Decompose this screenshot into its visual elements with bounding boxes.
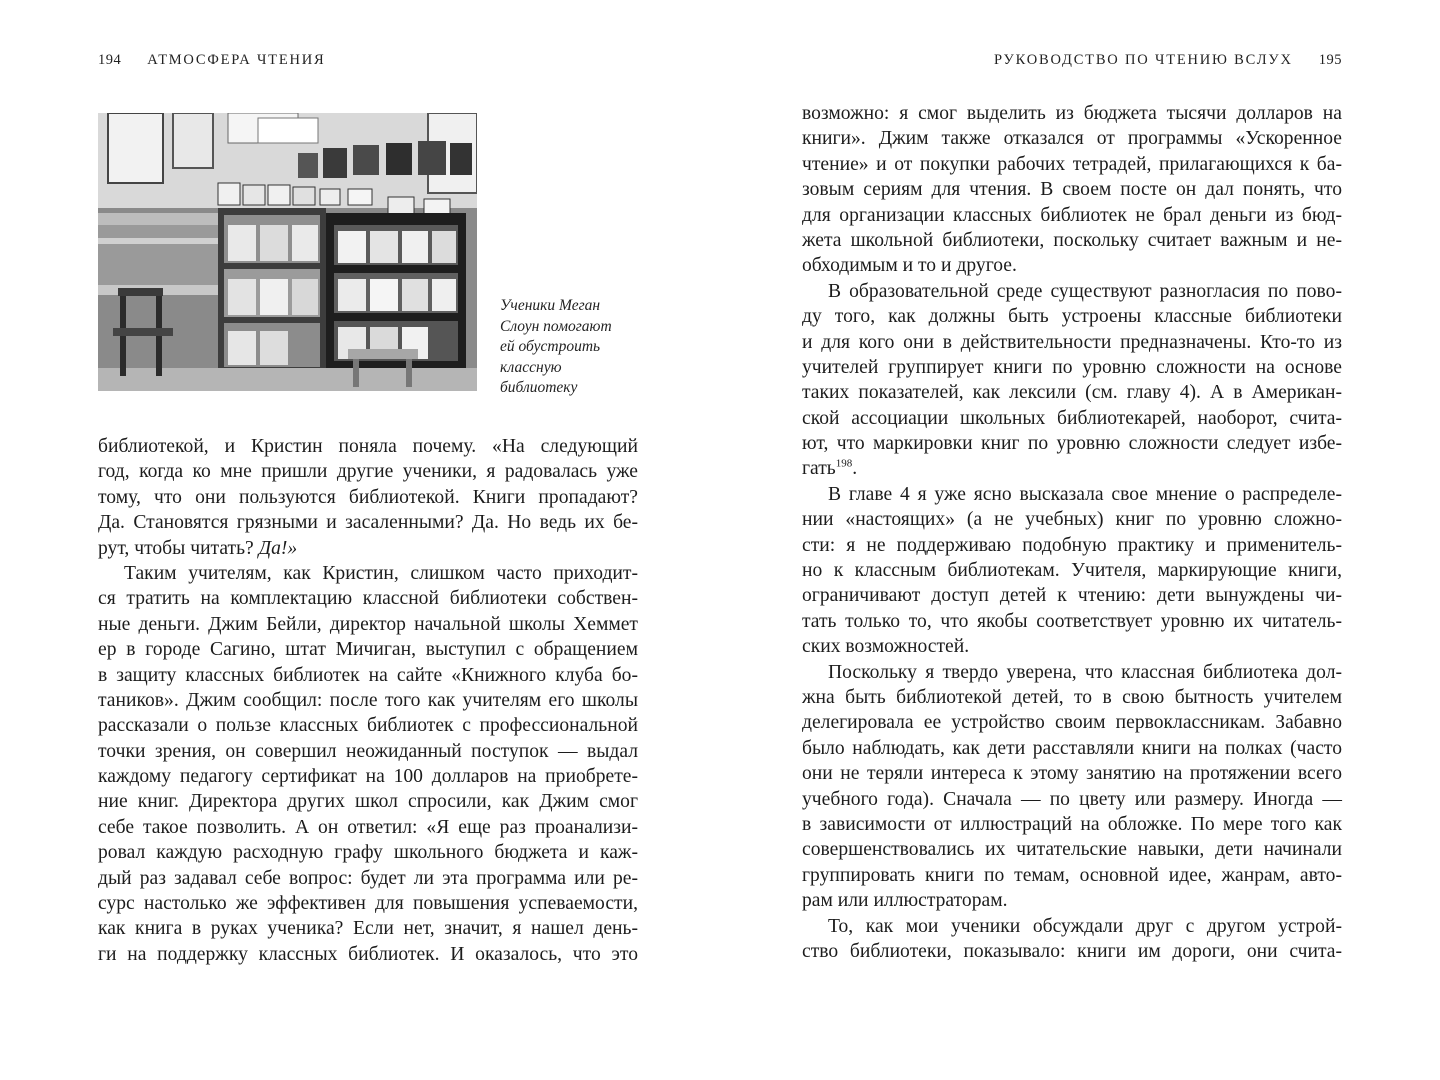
- classroom-library-photo: [98, 113, 477, 391]
- paragraph-first-line: Поскольку я твердо уверена, что классная библиотека дол-: [828, 661, 1342, 683]
- text-line: учителей группирует книги по уровню сложности на основе: [802, 356, 1342, 378]
- text-line: но к классным библиотекам. Учителя, маркирующие книги,: [802, 560, 1342, 582]
- paragraph-first-line: В образовательной среде существуют разногласия по пово-: [828, 280, 1342, 302]
- text-line: зовым сериям для чтения. В своем посте он дал понять, что: [802, 179, 1342, 201]
- text-line: делегировала ее устройство своим первоклассникам. Забавно: [802, 712, 1342, 734]
- text-line: и для кого они в действительности предназначены. Кто-то из: [802, 331, 1342, 353]
- left-running-header: [98, 52, 326, 69]
- text-line: в зависимости от иллюстраций на обложке. По мере того как: [802, 813, 1342, 835]
- text-line-part: гать: [802, 458, 836, 480]
- text-line: таников». Джим сообщил: после того как учителям его школы: [98, 689, 638, 711]
- right-running-header: [994, 52, 1342, 69]
- text-line: себе такое позволить. А он ответил: «Я еще раз проанализи-: [98, 816, 638, 838]
- left-header-title: АТМОСФЕРА ЧТЕНИЯ: [147, 52, 326, 68]
- left-page-number: 194: [98, 52, 122, 68]
- text-line: ограничивают доступ детей к чтению: дети вынуждены чи-: [802, 585, 1342, 607]
- caption-line: Слоун помогают: [500, 317, 612, 335]
- left-page-body: [98, 434, 638, 967]
- text-line: ровал каждую расходную графу школьного бюджета и каж-: [98, 842, 638, 864]
- right-header-title: РУКОВОДСТВО ПО ЧТЕНИЮ ВСЛУХ: [994, 52, 1293, 68]
- right-page-number: 195: [1318, 52, 1342, 68]
- italic-emphasis: Да!»: [258, 537, 298, 559]
- footnote-marker: 198: [835, 457, 853, 470]
- text-line: ство библиотеки, показывало: книги им дороги, они счита-: [802, 940, 1342, 962]
- text-line: тать только то, что якобы соответствует уровню их читатель-: [802, 610, 1342, 632]
- text-line: ской ассоциации школьных библиотекарей, наоборот, счита-: [802, 407, 1342, 429]
- text-line: чтение» и от покупки рабочих тетрадей, прилагающихся к ба-: [802, 153, 1342, 175]
- text-line: нии «настоящих» (а не учебных) книг по уровню сложно-: [802, 509, 1342, 531]
- text-line: тому, что они пользуются библиотекой. Книги пропадают?: [98, 486, 638, 508]
- text-line-part: рут, чтобы читать?: [98, 537, 259, 559]
- text-line: [98, 536, 638, 561]
- text-line: для организации классных библиотек не брал деньги из бюд-: [802, 204, 1342, 226]
- text-line: обходимым и то и другое.: [802, 255, 1017, 277]
- text-line: ер в городе Сагино, штат Мичиган, выступил с обращением: [98, 639, 638, 661]
- text-line: таких показателей, как лексили (см. главу 4). А в Американ-: [802, 382, 1342, 404]
- caption-line: библиотеку: [500, 379, 578, 396]
- photo-caption: [500, 296, 640, 399]
- paragraph-first-line: Таким учителям, как Кристин, слишком часто приходит-: [124, 562, 638, 584]
- text-line: совершенствовались их читательские навыки, дети начинали: [802, 839, 1342, 861]
- text-line: гать$^{198}$.: [802, 457, 858, 480]
- text-line: учебного года). Сначала — по цвету или размеру. Иногда —: [802, 788, 1342, 810]
- text-line: книги». Джим также отказался от программы «Ускоренное: [802, 128, 1342, 150]
- text-line: в защиту классных библиотек на сайте «Книжного клуба бо-: [98, 664, 638, 686]
- text-line: дый раз задавал себе вопрос: будет ли эта программа или ре-: [98, 867, 638, 889]
- text-line: рассказали о пользе классных библиотек с профессиональной: [98, 715, 638, 737]
- text-line: год, когда ко мне пришли другие ученики, я радовалась уже: [98, 461, 638, 483]
- paragraph-first-line: В главе 4 я уже ясно высказала свое мнение о распределе-: [828, 483, 1342, 505]
- text-line: каждому педагогу сертификат на 100 долларов на приобрете-: [98, 766, 638, 788]
- text-line: ги на поддержку классных библиотек. И оказалось, что это: [98, 943, 638, 965]
- text-line: сти: я не поддерживаю подобную практику и применитель-: [802, 534, 1342, 556]
- text-line: возможно: я смог выделить из бюджета тысячи долларов на: [802, 103, 1342, 124]
- caption-line: ей обустроить: [500, 338, 601, 355]
- text-line: жна быть библиотекой детей, то в свою бытность учителем: [802, 686, 1342, 708]
- text-line: группировать книги по темам, основной идее, жанрам, авто-: [802, 864, 1342, 886]
- text-line: сурс настолько же эффективен для повышения успеваемости,: [98, 893, 638, 915]
- text-line: ние книг. Директора других школ спросили, как Джим смог: [98, 791, 638, 813]
- text-line: они не теряли интереса к этому занятию на протяжении всего: [802, 763, 1342, 785]
- right-page-body: [802, 101, 1342, 964]
- text-line: ные деньги. Джим Бейли, директор начальной школы Хеммет: [98, 613, 638, 635]
- text-line: было наблюдать, как дети расставляли книги на полках (часто: [802, 737, 1342, 759]
- text-line: жета школьной библиотеки, поскольку считает важным и не-: [802, 229, 1342, 251]
- text-line: ских возможностей.: [802, 636, 970, 658]
- caption-line: классную: [500, 358, 562, 376]
- text-line: рам или иллюстраторам.: [802, 890, 1008, 912]
- text-line: ют, что маркировки книг по уровню сложности следует избе-: [802, 433, 1342, 455]
- text-line: точки зрения, он совершил неожиданный поступок — выдал: [98, 740, 638, 762]
- text-line: ся тратить на комплектацию классной библиотеки собствен-: [98, 588, 638, 610]
- text-line: как книга в руках ученика? Если нет, значит, я нашел день-: [98, 918, 638, 940]
- text-line: Да. Становятся грязными и засаленными? Да. Но ведь их бе-: [98, 512, 638, 534]
- paragraph-first-line: То, как мои ученики обсуждали друг с другом устрой-: [828, 915, 1342, 937]
- caption-line: Ученики Меган: [500, 297, 601, 314]
- text-line: библиотекой, и Кристин поняла почему. «На следующий: [98, 436, 638, 457]
- text-line: ду того, как должны быть устроены классные библиотеки: [802, 306, 1342, 328]
